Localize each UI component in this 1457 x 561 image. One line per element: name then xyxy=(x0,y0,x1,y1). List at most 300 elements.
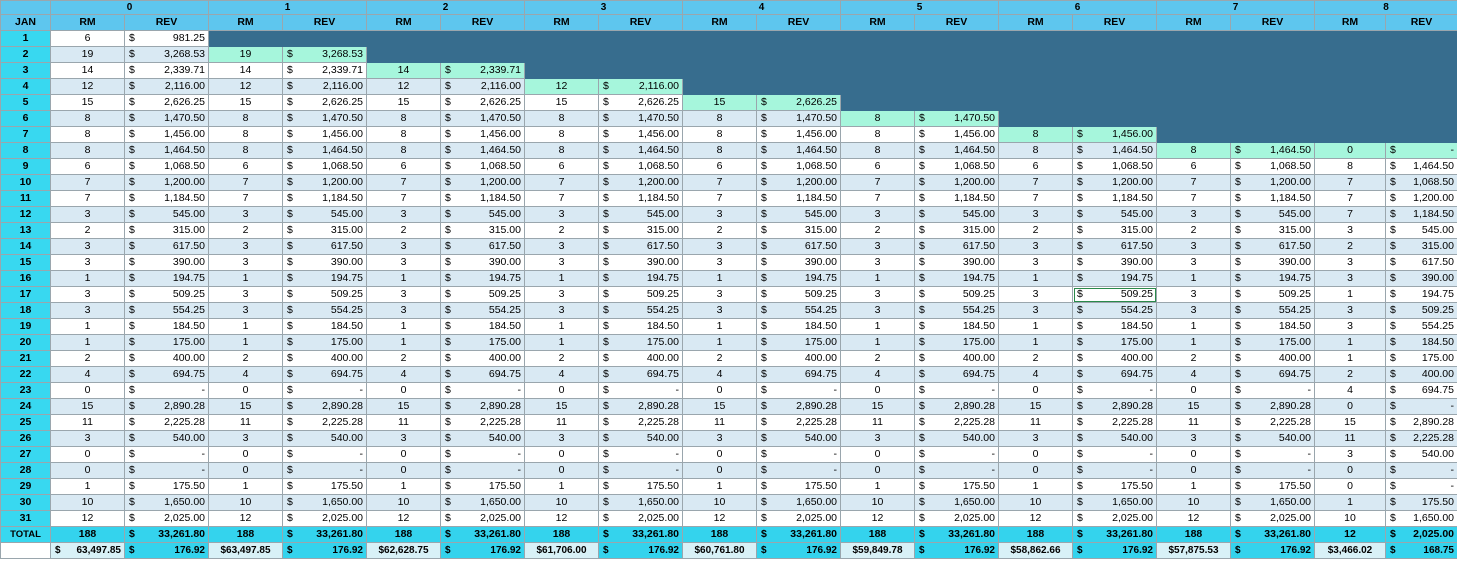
cell-rev[interactable] xyxy=(915,351,999,367)
cell-rev[interactable] xyxy=(599,495,683,511)
cell-rm[interactable] xyxy=(683,111,757,127)
total-rm[interactable] xyxy=(209,527,283,543)
cell-rev[interactable] xyxy=(599,367,683,383)
cell-rm[interactable] xyxy=(999,495,1073,511)
footer-occupancy-value[interactable] xyxy=(1315,543,1386,559)
cell-rev[interactable] xyxy=(1231,495,1315,511)
cell-rev[interactable] xyxy=(1386,175,1457,191)
cell-rev[interactable] xyxy=(283,303,367,319)
cell-rev[interactable] xyxy=(599,239,683,255)
total-rev[interactable] xyxy=(1073,527,1157,543)
cell-rm[interactable] xyxy=(999,287,1073,303)
cell-rev[interactable] xyxy=(283,511,367,527)
cell-rev[interactable] xyxy=(1386,303,1457,319)
cell-rev[interactable] xyxy=(125,479,209,495)
total-rev[interactable] xyxy=(441,527,525,543)
footer-adr-value[interactable] xyxy=(1231,543,1315,559)
cell-rev[interactable] xyxy=(1386,463,1457,479)
row-label[interactable] xyxy=(1,79,51,95)
cell-rev[interactable] xyxy=(441,383,525,399)
row-label[interactable] xyxy=(1,511,51,527)
cell-rm[interactable] xyxy=(51,79,125,95)
cell-rev[interactable] xyxy=(125,63,209,79)
cell-rm[interactable] xyxy=(525,511,599,527)
cell-rev[interactable] xyxy=(599,207,683,223)
footer-occupancy-value[interactable] xyxy=(841,543,915,559)
row-label[interactable] xyxy=(1,351,51,367)
cell-rm[interactable] xyxy=(525,335,599,351)
cell-rev[interactable] xyxy=(125,175,209,191)
cell-rm[interactable] xyxy=(525,191,599,207)
cell-rm[interactable] xyxy=(999,431,1073,447)
cell-rm[interactable] xyxy=(367,511,441,527)
cell-rev[interactable] xyxy=(1073,431,1157,447)
cell-rm[interactable] xyxy=(999,399,1073,415)
cell-rev[interactable] xyxy=(441,511,525,527)
cell-rm[interactable] xyxy=(209,47,283,63)
cell-rev[interactable] xyxy=(1231,415,1315,431)
cell-rev[interactable] xyxy=(1073,479,1157,495)
row-label[interactable] xyxy=(1,143,51,159)
cell-rm[interactable] xyxy=(209,303,283,319)
cell-rm[interactable] xyxy=(209,431,283,447)
row-label[interactable] xyxy=(1,463,51,479)
cell-rev[interactable] xyxy=(757,495,841,511)
total-rm[interactable] xyxy=(683,527,757,543)
header-rm[interactable] xyxy=(1315,15,1386,31)
cell-rm[interactable] xyxy=(1157,351,1231,367)
cell-rm[interactable] xyxy=(999,319,1073,335)
group-header-7[interactable] xyxy=(1157,1,1315,15)
cell-rev[interactable] xyxy=(915,159,999,175)
cell-rm[interactable] xyxy=(841,175,915,191)
cell-rev[interactable] xyxy=(1386,223,1457,239)
cell-rev[interactable] xyxy=(125,79,209,95)
cell-rm[interactable] xyxy=(209,319,283,335)
cell-rev[interactable] xyxy=(1231,511,1315,527)
cell-rev[interactable] xyxy=(283,79,367,95)
header-rev[interactable] xyxy=(283,15,367,31)
total-rm[interactable] xyxy=(1315,527,1386,543)
cell-rev[interactable] xyxy=(757,479,841,495)
cell-rm[interactable] xyxy=(51,511,125,527)
total-rev[interactable] xyxy=(1231,527,1315,543)
footer-occupancy-value[interactable] xyxy=(367,543,441,559)
cell-rev[interactable] xyxy=(915,111,999,127)
row-label[interactable] xyxy=(1,287,51,303)
cell-rev[interactable] xyxy=(599,191,683,207)
cell-rm[interactable] xyxy=(683,271,757,287)
cell-rev[interactable] xyxy=(1386,367,1457,383)
cell-rm[interactable] xyxy=(999,303,1073,319)
cell-rm[interactable] xyxy=(209,399,283,415)
cell-rev[interactable] xyxy=(441,271,525,287)
cell-rm[interactable] xyxy=(367,159,441,175)
cell-rm[interactable] xyxy=(841,495,915,511)
cell-rm[interactable] xyxy=(367,415,441,431)
cell-rm[interactable] xyxy=(51,351,125,367)
cell-rm[interactable] xyxy=(841,319,915,335)
cell-rm[interactable] xyxy=(209,79,283,95)
cell-rev[interactable] xyxy=(599,463,683,479)
cell-rev[interactable] xyxy=(283,271,367,287)
cell-rm[interactable] xyxy=(51,31,125,47)
cell-rev[interactable] xyxy=(915,207,999,223)
cell-rm[interactable] xyxy=(51,95,125,111)
footer-occupancy-value[interactable] xyxy=(209,543,283,559)
cell-rm[interactable] xyxy=(209,191,283,207)
cell-rev[interactable] xyxy=(1231,223,1315,239)
cell-rm[interactable] xyxy=(683,159,757,175)
cell-rm[interactable] xyxy=(683,175,757,191)
cell-rm[interactable] xyxy=(51,159,125,175)
cell-rm[interactable] xyxy=(209,223,283,239)
cell-rev[interactable] xyxy=(1073,495,1157,511)
cell-rev[interactable] xyxy=(599,383,683,399)
row-header-label[interactable] xyxy=(1,15,51,31)
cell-rm[interactable] xyxy=(683,495,757,511)
cell-rm[interactable] xyxy=(999,335,1073,351)
cell-rev[interactable] xyxy=(915,175,999,191)
cell-rev[interactable] xyxy=(1231,367,1315,383)
cell-rm[interactable] xyxy=(1315,271,1386,287)
row-label[interactable] xyxy=(1,319,51,335)
cell-rev[interactable] xyxy=(599,351,683,367)
row-label[interactable] xyxy=(1,255,51,271)
cell-rm[interactable] xyxy=(1315,495,1386,511)
cell-rm[interactable] xyxy=(1157,511,1231,527)
row-label[interactable] xyxy=(1,303,51,319)
cell-rev[interactable] xyxy=(441,159,525,175)
total-rev[interactable] xyxy=(125,527,209,543)
cell-rm[interactable] xyxy=(1157,383,1231,399)
cell-rev[interactable] xyxy=(1231,335,1315,351)
cell-rev[interactable] xyxy=(441,367,525,383)
cell-rev[interactable] xyxy=(757,399,841,415)
cell-rev[interactable] xyxy=(599,303,683,319)
cell-rm[interactable] xyxy=(51,223,125,239)
cell-rm[interactable] xyxy=(367,383,441,399)
header-rev[interactable] xyxy=(441,15,525,31)
cell-rm[interactable] xyxy=(525,111,599,127)
cell-rev[interactable] xyxy=(125,463,209,479)
cell-rev[interactable] xyxy=(1073,127,1157,143)
cell-rev[interactable] xyxy=(441,431,525,447)
cell-rm[interactable] xyxy=(367,175,441,191)
cell-rev[interactable] xyxy=(441,479,525,495)
cell-rm[interactable] xyxy=(841,143,915,159)
cell-rm[interactable] xyxy=(525,479,599,495)
cell-rev[interactable] xyxy=(125,127,209,143)
cell-rev[interactable] xyxy=(125,31,209,47)
cell-rm[interactable] xyxy=(51,191,125,207)
cell-rm[interactable] xyxy=(841,463,915,479)
cell-rm[interactable] xyxy=(525,319,599,335)
cell-rev[interactable] xyxy=(1386,415,1457,431)
cell-rm[interactable] xyxy=(683,127,757,143)
cell-rev[interactable] xyxy=(1073,351,1157,367)
cell-rm[interactable] xyxy=(209,239,283,255)
cell-rev[interactable] xyxy=(1231,399,1315,415)
cell-rm[interactable] xyxy=(367,207,441,223)
cell-rev[interactable] xyxy=(441,255,525,271)
cell-rev[interactable] xyxy=(441,95,525,111)
cell-rm[interactable] xyxy=(999,143,1073,159)
row-label[interactable] xyxy=(1,207,51,223)
cell-rev[interactable] xyxy=(283,111,367,127)
cell-rev[interactable] xyxy=(441,223,525,239)
cell-rev[interactable] xyxy=(1386,143,1457,159)
row-label[interactable] xyxy=(1,95,51,111)
cell-rev[interactable] xyxy=(915,495,999,511)
cell-rm[interactable] xyxy=(841,447,915,463)
cell-rm[interactable] xyxy=(209,495,283,511)
cell-rev[interactable] xyxy=(1386,255,1457,271)
cell-rev[interactable] xyxy=(441,303,525,319)
cell-rm[interactable] xyxy=(209,111,283,127)
cell-rm[interactable] xyxy=(841,383,915,399)
header-rm[interactable] xyxy=(209,15,283,31)
cell-rm[interactable] xyxy=(999,463,1073,479)
cell-rm[interactable] xyxy=(999,255,1073,271)
cell-rev[interactable] xyxy=(283,431,367,447)
cell-rev[interactable] xyxy=(757,223,841,239)
cell-rev[interactable] xyxy=(125,111,209,127)
cell-rev[interactable] xyxy=(441,399,525,415)
cell-rm[interactable] xyxy=(999,239,1073,255)
cell-rev[interactable] xyxy=(915,335,999,351)
cell-rev[interactable] xyxy=(1073,191,1157,207)
cell-rm[interactable] xyxy=(999,159,1073,175)
cell-rm[interactable] xyxy=(1157,399,1231,415)
cell-rev[interactable] xyxy=(1231,207,1315,223)
cell-rev[interactable] xyxy=(283,127,367,143)
cell-rev[interactable] xyxy=(283,319,367,335)
cell-rm[interactable] xyxy=(367,143,441,159)
cell-rev[interactable] xyxy=(915,383,999,399)
cell-rev[interactable] xyxy=(1073,399,1157,415)
cell-rev[interactable] xyxy=(915,271,999,287)
cell-rev[interactable] xyxy=(125,447,209,463)
cell-rev[interactable] xyxy=(125,431,209,447)
cell-rm[interactable] xyxy=(209,447,283,463)
cell-rev[interactable] xyxy=(599,271,683,287)
cell-rev[interactable] xyxy=(441,447,525,463)
cell-rev[interactable] xyxy=(1073,367,1157,383)
cell-rev[interactable] xyxy=(1231,143,1315,159)
cell-rev[interactable] xyxy=(1386,319,1457,335)
cell-rev[interactable] xyxy=(125,495,209,511)
cell-rev[interactable] xyxy=(125,335,209,351)
cell-rm[interactable] xyxy=(683,223,757,239)
cell-rev[interactable] xyxy=(441,335,525,351)
cell-rm[interactable] xyxy=(683,383,757,399)
cell-rm[interactable] xyxy=(841,191,915,207)
cell-rm[interactable] xyxy=(367,111,441,127)
cell-rev[interactable] xyxy=(915,239,999,255)
cell-rev[interactable] xyxy=(1073,287,1157,303)
cell-rm[interactable] xyxy=(51,63,125,79)
cell-rm[interactable] xyxy=(51,319,125,335)
cell-rev[interactable] xyxy=(915,127,999,143)
footer-adr-value[interactable] xyxy=(1386,543,1457,559)
cell-rm[interactable] xyxy=(1315,479,1386,495)
cell-rev[interactable] xyxy=(1231,239,1315,255)
cell-rm[interactable] xyxy=(525,255,599,271)
cell-rm[interactable] xyxy=(209,367,283,383)
cell-rev[interactable] xyxy=(283,63,367,79)
cell-rm[interactable] xyxy=(683,319,757,335)
cell-rm[interactable] xyxy=(51,239,125,255)
cell-rev[interactable] xyxy=(915,303,999,319)
cell-rm[interactable] xyxy=(367,127,441,143)
total-rm[interactable] xyxy=(51,527,125,543)
cell-rev[interactable] xyxy=(915,511,999,527)
cell-rev[interactable] xyxy=(599,399,683,415)
cell-rev[interactable] xyxy=(1386,479,1457,495)
cell-rm[interactable] xyxy=(1157,479,1231,495)
cell-rm[interactable] xyxy=(999,351,1073,367)
cell-rm[interactable] xyxy=(683,399,757,415)
cell-rev[interactable] xyxy=(125,271,209,287)
cell-rev[interactable] xyxy=(1073,239,1157,255)
cell-rm[interactable] xyxy=(1315,175,1386,191)
cell-rm[interactable] xyxy=(51,207,125,223)
cell-rev[interactable] xyxy=(1386,271,1457,287)
cell-rev[interactable] xyxy=(125,159,209,175)
cell-rev[interactable] xyxy=(1073,207,1157,223)
cell-rm[interactable] xyxy=(367,479,441,495)
cell-rev[interactable] xyxy=(1231,159,1315,175)
cell-rev[interactable] xyxy=(125,511,209,527)
cell-rm[interactable] xyxy=(525,175,599,191)
cell-rev[interactable] xyxy=(441,319,525,335)
cell-rev[interactable] xyxy=(1386,335,1457,351)
cell-rev[interactable] xyxy=(125,287,209,303)
cell-rev[interactable] xyxy=(915,287,999,303)
cell-rev[interactable] xyxy=(283,367,367,383)
cell-rev[interactable] xyxy=(1073,447,1157,463)
cell-rev[interactable] xyxy=(599,95,683,111)
cell-rm[interactable] xyxy=(841,351,915,367)
cell-rev[interactable] xyxy=(283,383,367,399)
header-rm[interactable] xyxy=(999,15,1073,31)
cell-rev[interactable] xyxy=(1386,159,1457,175)
cell-rm[interactable] xyxy=(51,303,125,319)
cell-rm[interactable] xyxy=(209,415,283,431)
group-header-8[interactable] xyxy=(1315,1,1457,15)
cell-rev[interactable] xyxy=(283,447,367,463)
cell-rm[interactable] xyxy=(1315,303,1386,319)
cell-rm[interactable] xyxy=(683,95,757,111)
header-rev[interactable] xyxy=(599,15,683,31)
total-rm[interactable] xyxy=(1157,527,1231,543)
header-rm[interactable] xyxy=(525,15,599,31)
cell-rm[interactable] xyxy=(525,463,599,479)
cell-rm[interactable] xyxy=(209,95,283,111)
cell-rev[interactable] xyxy=(125,383,209,399)
cell-rev[interactable] xyxy=(915,479,999,495)
footer-occupancy-value[interactable] xyxy=(999,543,1073,559)
cell-rm[interactable] xyxy=(1315,383,1386,399)
cell-rev[interactable] xyxy=(915,223,999,239)
cell-rev[interactable] xyxy=(1073,159,1157,175)
cell-rev[interactable] xyxy=(757,463,841,479)
group-header-5[interactable] xyxy=(841,1,999,15)
cell-rev[interactable] xyxy=(599,255,683,271)
cell-rm[interactable] xyxy=(1157,159,1231,175)
cell-rev[interactable] xyxy=(915,143,999,159)
cell-rev[interactable] xyxy=(1073,319,1157,335)
cell-rm[interactable] xyxy=(683,447,757,463)
cell-rm[interactable] xyxy=(209,207,283,223)
cell-rev[interactable] xyxy=(283,175,367,191)
group-header-1[interactable] xyxy=(209,1,367,15)
row-label[interactable] xyxy=(1,271,51,287)
cell-rev[interactable] xyxy=(757,271,841,287)
cell-rm[interactable] xyxy=(525,159,599,175)
cell-rm[interactable] xyxy=(525,239,599,255)
row-label[interactable] xyxy=(1,431,51,447)
cell-rev[interactable] xyxy=(1073,303,1157,319)
cell-rev[interactable] xyxy=(915,367,999,383)
row-label[interactable] xyxy=(1,335,51,351)
cell-rm[interactable] xyxy=(683,207,757,223)
footer-occupancy-value[interactable] xyxy=(1157,543,1231,559)
cell-rm[interactable] xyxy=(999,511,1073,527)
cell-rm[interactable] xyxy=(841,111,915,127)
cell-rev[interactable] xyxy=(441,127,525,143)
cell-rev[interactable] xyxy=(1073,383,1157,399)
cell-rm[interactable] xyxy=(841,239,915,255)
cell-rev[interactable] xyxy=(1073,271,1157,287)
cell-rev[interactable] xyxy=(283,255,367,271)
row-label[interactable] xyxy=(1,495,51,511)
cell-rev[interactable] xyxy=(1073,335,1157,351)
cell-rm[interactable] xyxy=(51,143,125,159)
cell-rm[interactable] xyxy=(209,383,283,399)
cell-rev[interactable] xyxy=(125,95,209,111)
cell-rm[interactable] xyxy=(1157,223,1231,239)
cell-rm[interactable] xyxy=(367,223,441,239)
cell-rev[interactable] xyxy=(599,415,683,431)
cell-rm[interactable] xyxy=(1315,319,1386,335)
cell-rm[interactable] xyxy=(683,463,757,479)
cell-rm[interactable] xyxy=(999,271,1073,287)
cell-rev[interactable] xyxy=(1073,511,1157,527)
cell-rm[interactable] xyxy=(51,367,125,383)
cell-rev[interactable] xyxy=(757,207,841,223)
corner-cell[interactable] xyxy=(1,1,51,15)
cell-rm[interactable] xyxy=(683,191,757,207)
cell-rm[interactable] xyxy=(999,383,1073,399)
cell-rev[interactable] xyxy=(1231,319,1315,335)
cell-rev[interactable] xyxy=(599,79,683,95)
cell-rev[interactable] xyxy=(915,191,999,207)
cell-rev[interactable] xyxy=(1231,175,1315,191)
cell-rm[interactable] xyxy=(51,175,125,191)
cell-rev[interactable] xyxy=(125,47,209,63)
row-label[interactable] xyxy=(1,127,51,143)
cell-rm[interactable] xyxy=(525,271,599,287)
cell-rev[interactable] xyxy=(1386,239,1457,255)
cell-rm[interactable] xyxy=(841,255,915,271)
cell-rev[interactable] xyxy=(1231,431,1315,447)
cell-rm[interactable] xyxy=(51,335,125,351)
cell-rev[interactable] xyxy=(1231,191,1315,207)
cell-rm[interactable] xyxy=(367,367,441,383)
cell-rev[interactable] xyxy=(599,431,683,447)
